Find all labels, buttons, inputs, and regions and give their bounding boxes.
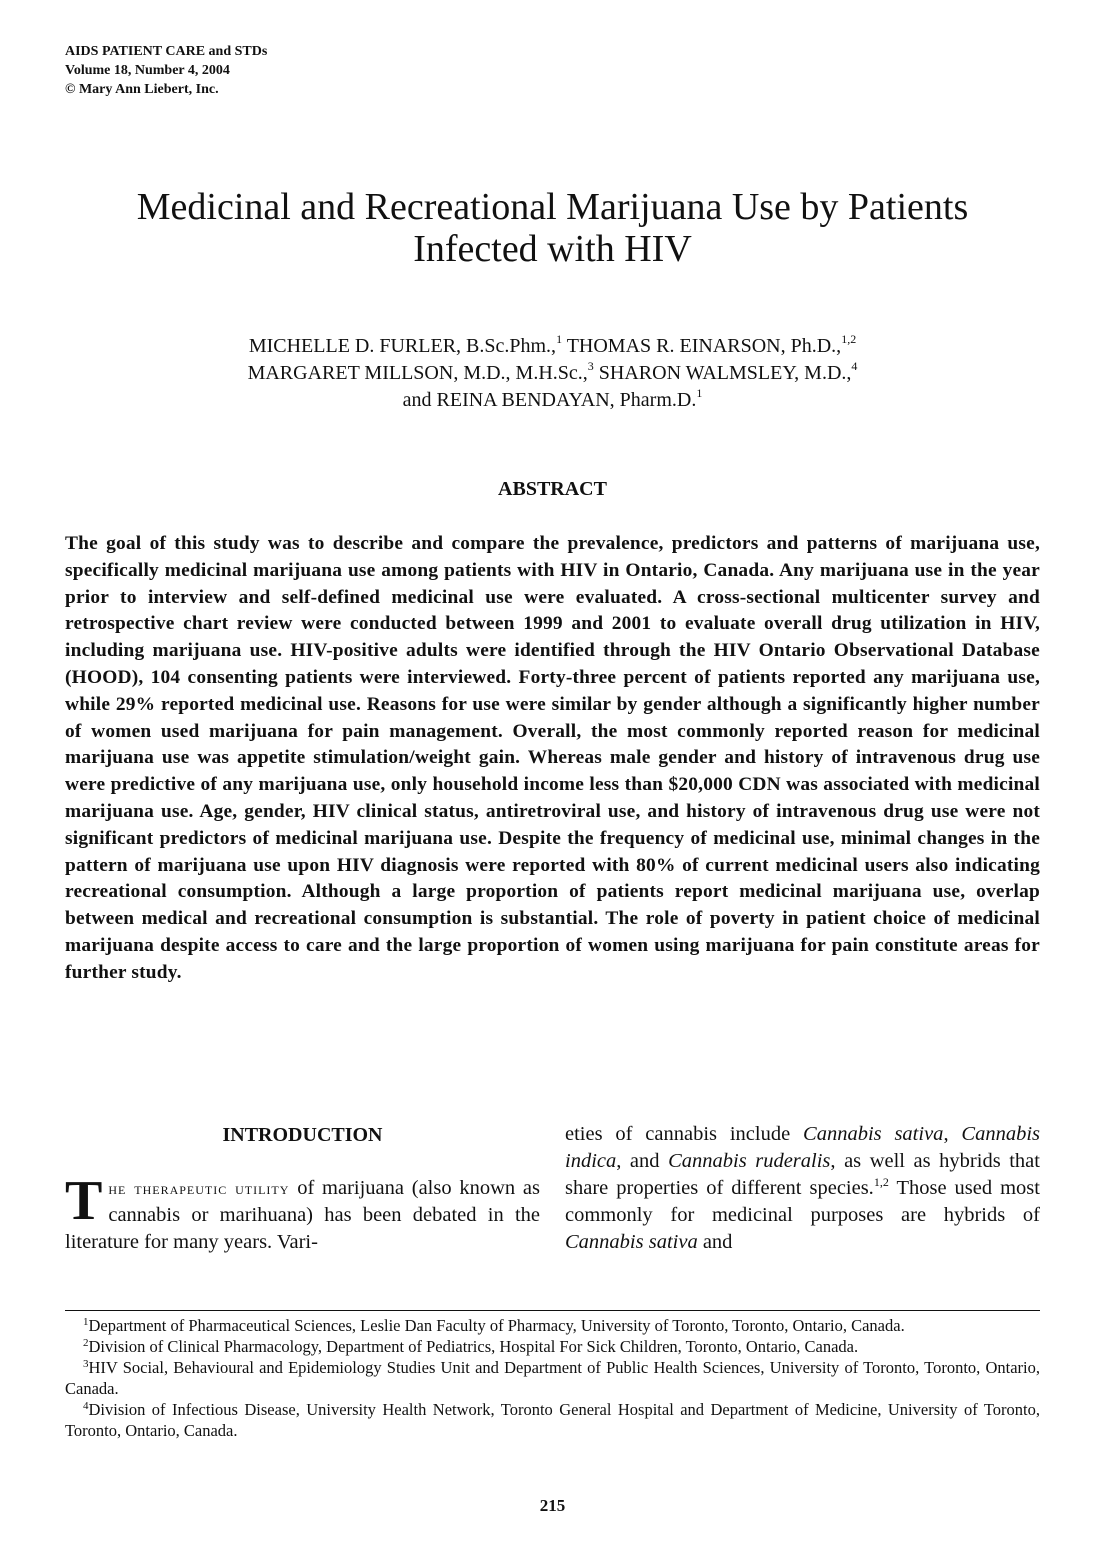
author-3-affil: 3: [587, 359, 594, 373]
citation-ref: 1,2: [873, 1175, 889, 1189]
journal-copyright: © Mary Ann Liebert, Inc.: [65, 82, 219, 97]
intro-text: ,: [943, 1123, 962, 1145]
article-title: [60, 186, 1045, 270]
footnote: [65, 1315, 1040, 1336]
footnote-text: Division of Infectious Disease, University Health Network, Toronto General Hospital and Department of Medicine, University of Toronto, Toronto, Ontario, Canada.: [65, 1400, 1040, 1440]
footnote-number: 4: [83, 1400, 89, 1412]
author-5-affil: 1: [696, 386, 703, 400]
author-3: MARGARET MILLSON, M.D., M.H.Sc.,: [247, 362, 588, 384]
journal-header: [65, 42, 267, 99]
author-2: THOMAS R. EINARSON, Ph.D.,: [562, 335, 842, 357]
footnote-number: 2: [83, 1337, 89, 1349]
page-number: 215: [539, 1496, 566, 1515]
introduction-column-right: [565, 1121, 1040, 1256]
author-1: MICHELLE D. FURLER, B.Sc.Phm.,: [248, 335, 557, 357]
footnote: [65, 1357, 1040, 1399]
species-name: Cannabis indica: [565, 1123, 1041, 1172]
footnote-text: Division of Clinical Pharmacology, Department of Pediatrics, Hospital For Sick Children, Toronto, Ontario, Canada.: [88, 1337, 859, 1356]
intro-text: , as well as hybrids that share properties of different species.: [565, 1150, 1040, 1199]
author-list: [60, 333, 1045, 414]
title-line-1: Medicinal and Recreational Marijuana Use by Patients: [136, 186, 969, 228]
author-4: SHARON WALMSLEY, M.D.,: [593, 362, 852, 384]
intro-text: eties of cannabis include: [565, 1123, 804, 1145]
intro-text: and: [697, 1231, 733, 1253]
title-line-2: Infected with HIV: [413, 228, 692, 270]
intro-text: , and: [616, 1150, 669, 1172]
footnote: [65, 1399, 1040, 1441]
species-name: Cannabis sativa: [565, 1231, 698, 1253]
drop-cap: T: [65, 1170, 103, 1232]
footnotes: [65, 1315, 1040, 1441]
footnote-number: 1: [83, 1316, 89, 1328]
journal-volume: Volume 18, Number 4, 2004: [65, 63, 230, 78]
footnote-number: 3: [83, 1358, 89, 1370]
footnote-divider: [65, 1310, 1040, 1311]
footnote-text: HIV Social, Behavioural and Epidemiology Studies Unit and Department of Public Health Sciences, University of Toronto, Toronto, Ontario, Canada.: [65, 1358, 1040, 1398]
author-4-affil: 4: [851, 359, 858, 373]
intro-smallcaps: he therapeutic utility: [108, 1179, 290, 1198]
abstract-heading: ABSTRACT: [498, 478, 607, 500]
author-1-affil: 1: [556, 332, 563, 346]
introduction-heading: INTRODUCTION: [222, 1124, 383, 1146]
footnote: [65, 1336, 1040, 1357]
introduction-column-left: [65, 1170, 540, 1256]
author-5: and REINA BENDAYAN, Pharm.D.: [402, 389, 697, 411]
species-name: Cannabis ruderalis: [668, 1150, 831, 1172]
intro-text: Those used most commonly for medicinal purposes are hybrids of: [565, 1177, 1040, 1226]
footnote-text: Department of Pharmaceutical Sciences, Leslie Dan Faculty of Pharmacy, University of Toronto, Toronto, Ontario, Canada.: [88, 1316, 905, 1335]
author-2-affil: 1,2: [841, 332, 857, 346]
species-name: Cannabis sativa: [803, 1123, 944, 1145]
abstract-text: The goal of this study was to describe and compare the prevalence, predictors and patterns of marijuana use, specifically medicinal marijuana use among patients with HIV in Ontario, Canada. Any marijuana use in the year prior to interview and self-defined medicinal use were evaluated. A cross-sectional multicenter survey and retrospective chart review were conducted between 1999 and 2001 to evaluate overall drug utilization in HIV, including marijuana use. HIV-positive adults were identified through the HIV Ontario Observational Database (HOOD), 104 consenting patients were interviewed. Forty-three percent of patients reported any marijuana use, while 29% reported medicinal use. Reasons for use were similar by gender although a significantly higher number of women used marijuana for pain management. Overall, the most commonly reported reason for medicinal marijuana use was appetite stimulation/weight gain. Whereas male gender and history of intravenous drug use were predictive of any marijuana use, only household income less than $20,000 CDN was associated with medicinal marijuana use. Age, gender, HIV clinical status, antiretroviral use, and history of intravenous drug use were not significant predictors of medicinal marijuana use. Despite the frequency of medicinal use, minimal changes in the pattern of marijuana use upon HIV diagnosis were reported with 80% of current medicinal users also indicating recreational consumption. Although a large proportion of patients report medicinal marijuana use, overlap between medical and recreational consumption is substantial. The role of poverty in patient choice of medicinal marijuana despite access to care and the large proportion of women using marijuana for pain constitute areas for further study.: [65, 533, 1040, 983]
intro-left-text: of marijuana (also known as cannabis or marihuana) has been debated in the literature for many years. Vari-: [65, 1177, 540, 1253]
journal-name: AIDS PATIENT CARE and STDs: [65, 44, 268, 59]
